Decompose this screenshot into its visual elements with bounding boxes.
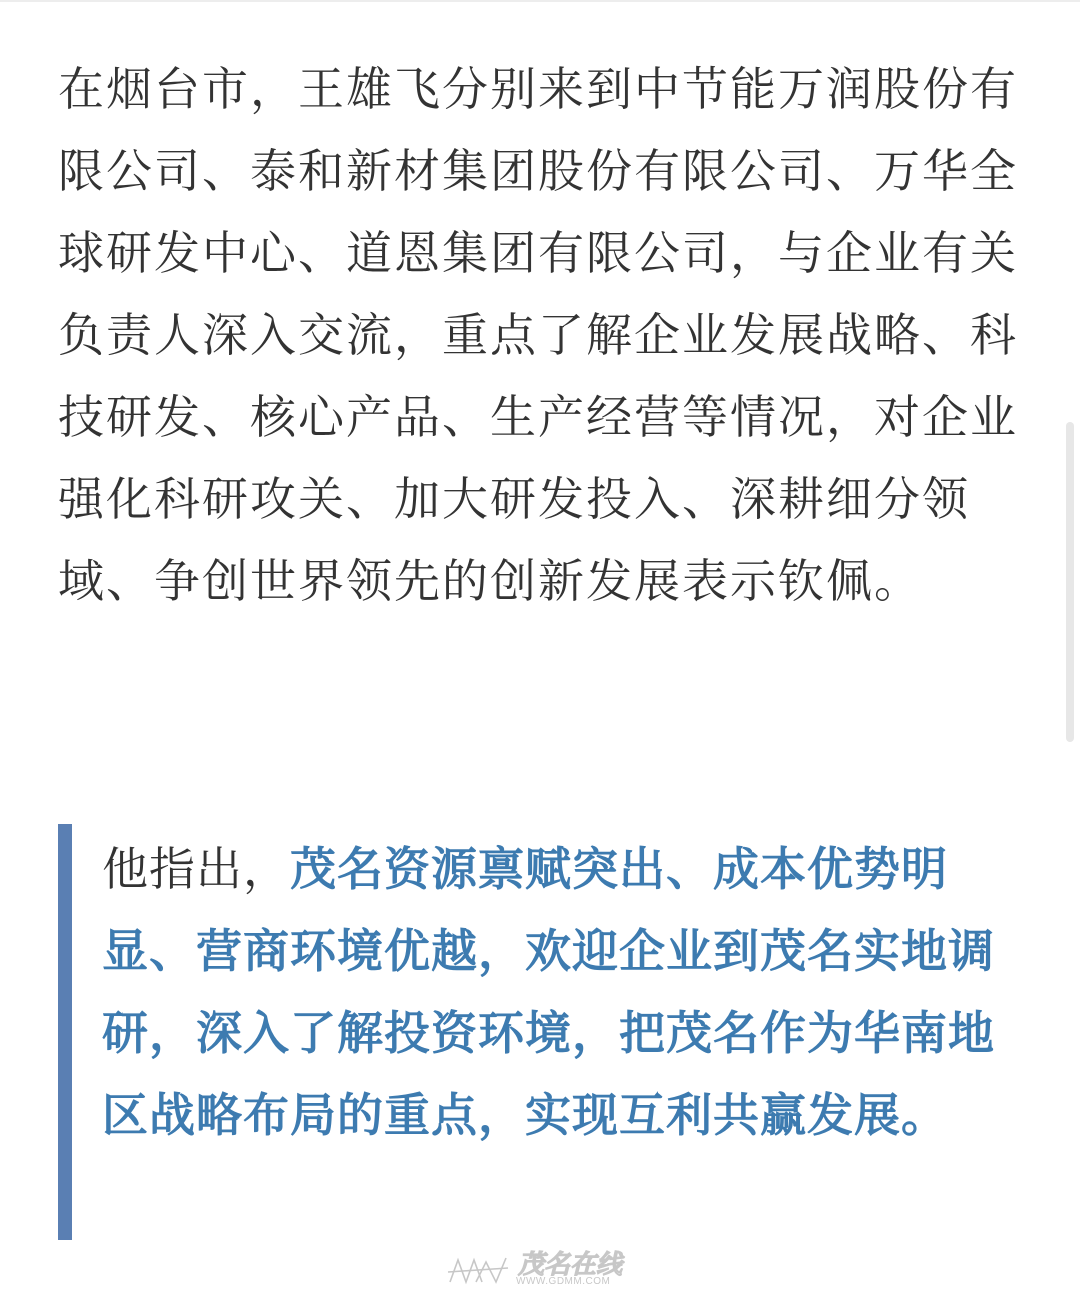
blockquote-bar — [58, 824, 72, 1240]
watermark-url: WWW.GDMM.COM — [516, 1276, 611, 1287]
scrollbar[interactable] — [1066, 422, 1074, 742]
article-paragraph: 在烟台市，王雄飞分别来到中节能万润股份有限公司、泰和新材集团股份有限公司、万华全球研发中心、道恩集团有限公司，与企业有关负责人深入交流，重点了解企业发展战略、科技研发、核心产品、生产经营等情况，对企业强化科研攻关、加大研发投入、深耕细分领域、争创世界领先的创新发展表示钦佩。 — [58, 62, 1018, 608]
watermark-name: 茂名在线 — [518, 1249, 623, 1279]
article-body — [58, 48, 1022, 622]
blockquote — [58, 824, 1022, 1240]
watermark — [446, 1250, 666, 1290]
watermark-logo-icon — [446, 1254, 512, 1286]
blockquote-lead: 他指出， — [102, 842, 290, 896]
blockquote-text — [102, 828, 1022, 1156]
blockquote-highlight: 茂名资源禀赋突出、成本优势明显、营商环境优越，欢迎企业到茂名实地调研，深入了解投资环境，把茂名作为华南地区战略布局的重点，实现互利共赢发展。 — [102, 842, 995, 1142]
top-divider — [0, 0, 1080, 2]
